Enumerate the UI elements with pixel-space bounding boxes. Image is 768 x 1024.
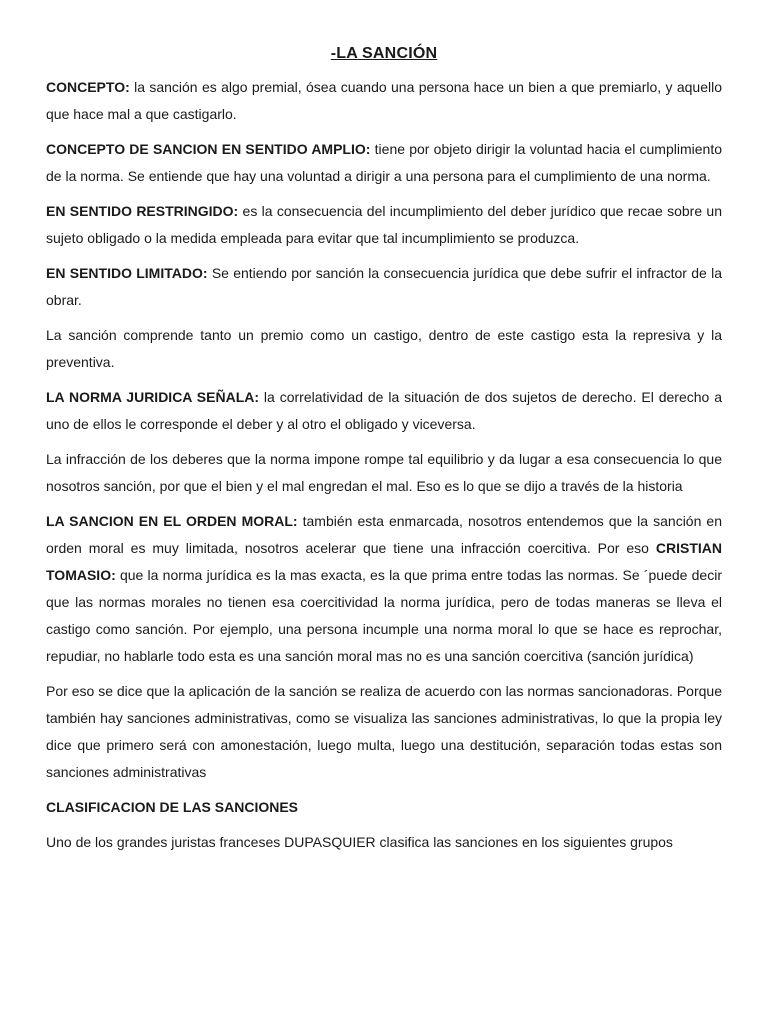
paragraph-text: La infracción de los deberes que la norma impone rompe tal equilibrio y da lugar a esa consecuencia lo que nosotros sanción, por que el bien y el mal engredan el mal. Eso es lo que se dijo a través de la historia	[46, 451, 722, 494]
paragraph-text: la sanción es algo premial, ósea cuando una persona hace un bien a que premiarlo, y aquello que hace mal a que castigarlo.	[46, 79, 722, 122]
paragraph-lead: CONCEPTO DE SANCION EN SENTIDO AMPLIO:	[46, 141, 371, 157]
document-page	[46, 42, 722, 864]
paragraph-lead: LA SANCION EN EL ORDEN MORAL:	[46, 513, 298, 529]
paragraph-lead: EN SENTIDO RESTRINGIDO:	[46, 203, 239, 219]
paragraph-text: Por eso se dice que la aplicación de la sanción se realiza de acuerdo con las normas sancionadoras. Porque también hay sanciones administrativas, como se visualiza las sanciones administrativas, lo que la propia ley dice que primero será con amonestación, luego multa, luego una destitución, separación todas estas son sanciones administrativas	[46, 683, 722, 780]
paragraph-text: Se entiendo por sanción la consecuencia jurídica que debe sufrir el infractor de la obrar.	[46, 265, 723, 308]
paragraph-lead: EN SENTIDO LIMITADO:	[46, 265, 208, 281]
paragraph-dupasquier	[46, 829, 722, 856]
paragraph-sentido-amplio	[46, 136, 722, 190]
paragraph-concepto	[46, 74, 722, 128]
paragraph-lead: CONCEPTO:	[46, 79, 130, 95]
section-heading: CLASIFICACION DE LAS SANCIONES	[46, 799, 299, 815]
paragraph-infraccion	[46, 446, 722, 500]
paragraph-aplicacion-sancion	[46, 678, 722, 786]
paragraph-text-secondary: que la norma jurídica es la mas exacta, es la que prima entre todas las normas. Se ´puede decir que las normas morales no tienen esa coercitividad la norma jurídica, pero de todas maneras se lleva el castigo como sanción. Por ejemplo, una persona incumple una norma moral lo que se hace es reprochar, repudiar, no hablarle todo esta es una sanción moral mas no es una sanción coercitiva (sanción jurídica)	[46, 567, 722, 664]
document-title: -LA SANCIÓN	[330, 45, 438, 62]
paragraph-text: tiene por objeto dirigir la voluntad hacia el cumplimiento de la norma. Se entiende que hay una voluntad a dirigir a una persona para el cumplimiento de una norma.	[46, 141, 723, 184]
paragraph-orden-moral	[46, 508, 722, 670]
paragraph-premio-castigo	[46, 322, 722, 376]
paragraph-text: Uno de los grandes juristas franceses DUPASQUIER clasifica las sanciones en los siguientes grupos	[46, 834, 673, 850]
paragraph-sentido-restringido	[46, 198, 722, 252]
paragraph-text: La sanción comprende tanto un premio como un castigo, dentro de este castigo esta la represiva y la preventiva.	[46, 327, 722, 370]
paragraph-norma-juridica	[46, 384, 722, 438]
paragraph-lead-secondary: CRISTIAN TOMASIO:	[46, 540, 722, 583]
paragraph-lead: LA NORMA JURIDICA SEÑALA:	[46, 389, 260, 405]
paragraph-text: también esta enmarcada, nosotros entendemos que la sanción en orden moral es muy limitada, nosotros acelerar que tiene una infracción coercitiva. Por eso	[46, 513, 722, 556]
paragraph-text: es la consecuencia del incumplimiento del deber jurídico que recae sobre un sujeto obligado o la medida empleada para evitar que tal incumplimiento se produzca.	[46, 203, 722, 246]
paragraph-text: la correlatividad de la situación de dos sujetos de derecho. El derecho a uno de ellos le corresponde el deber y al otro el obligado y viceversa.	[46, 389, 722, 432]
paragraph-sentido-limitado	[46, 260, 722, 314]
